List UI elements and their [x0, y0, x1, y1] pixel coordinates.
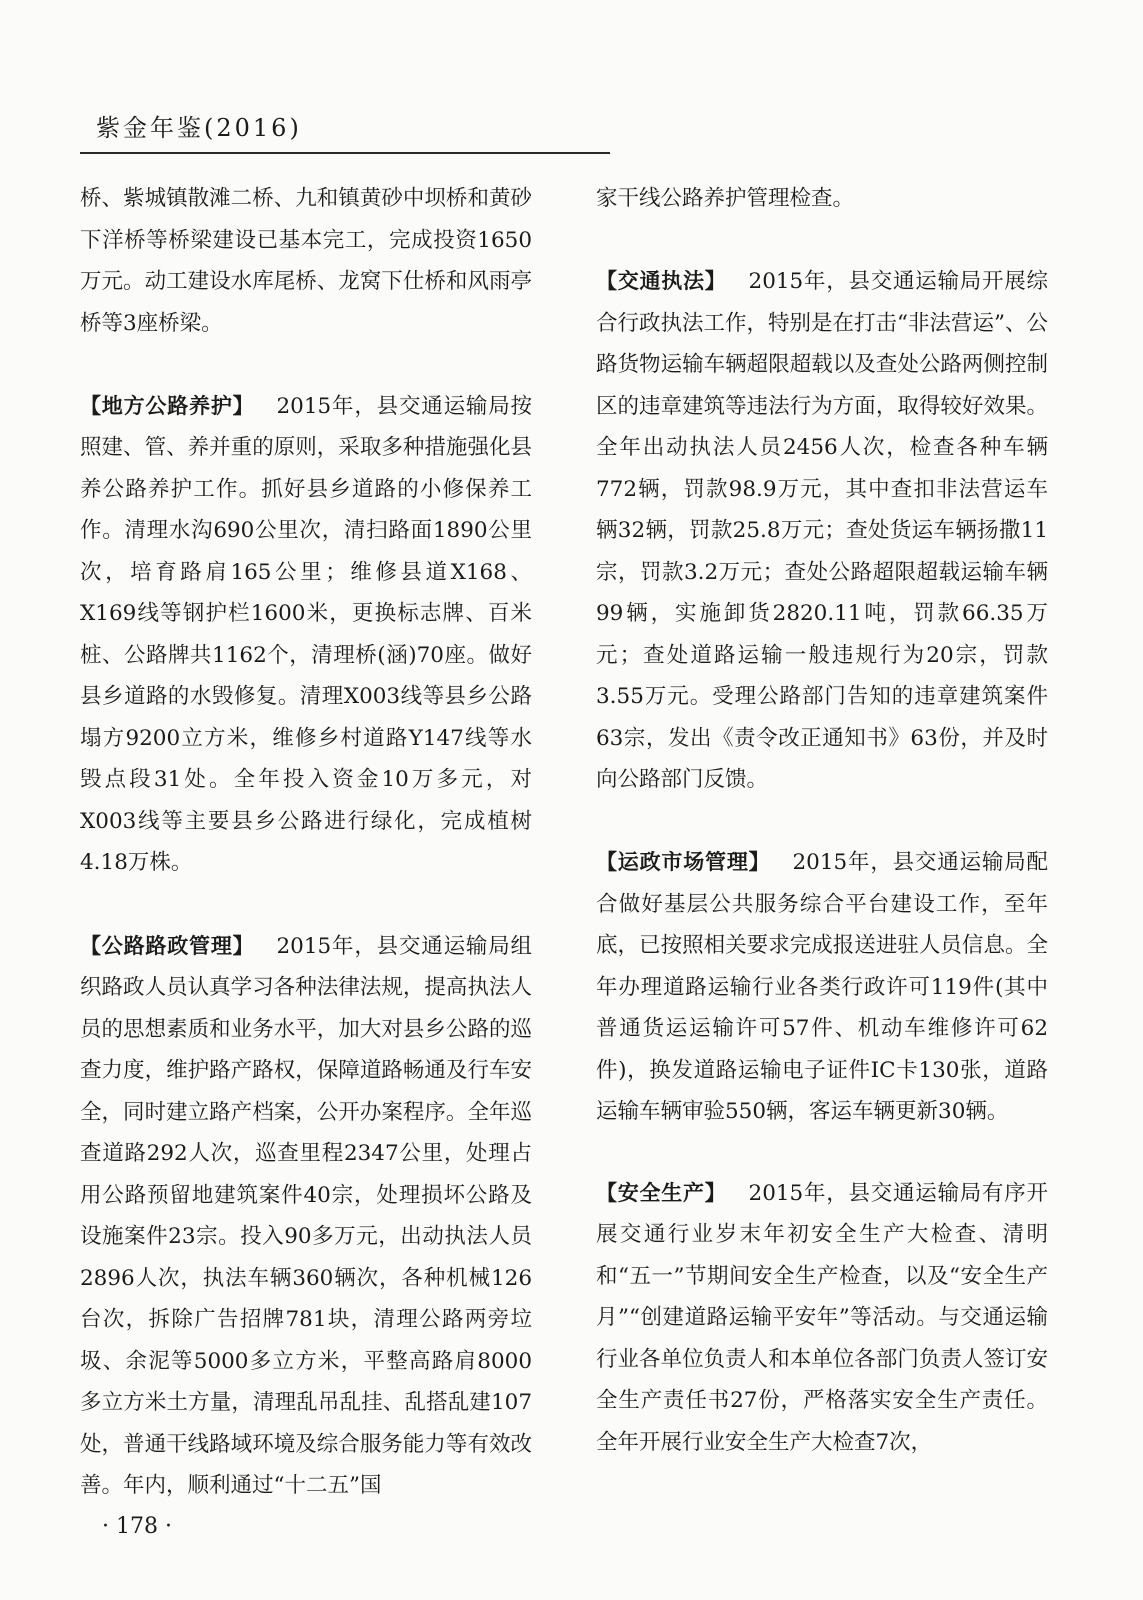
- paragraph-bridges: [80, 178, 532, 344]
- section-text: 2015年，县交通运输局开展综合行政执法工作，特别是在打击“非法营运”、公路货物运输车辆超限超载以及查处公路两侧控制区的违章建筑等违法行为方面，取得较好效果。全年出动执法人员2456人次，检查各种车辆772辆，罚款98.9万元，其中查扣非法营运车辆32辆，罚款25.8万元；查处货运车辆扬撒11宗，罚款3.2万元；查处公路超限超载运输车辆99辆，实施卸货2820.11吨，罚款66.35万元；查处道路运输一般违规行为20宗，罚款3.55万元。受理公路部门告知的违章建筑案件63宗，发出《责令改正通知书》63份，并及时向公路部门反馈。: [596, 269, 1049, 792]
- section-heading: 【交通执法】: [596, 269, 727, 293]
- section-text: 2015年，县交通运输局组织路政人员认真学习各种法律法规，提高执法人员的思想素质和业务水平，加大对县乡公路的巡查力度，维护路产路权，保障道路畅通及行车安全，同时建立路产档案，公开办案程序。全年巡查道路292人次，巡查里程2347公里，处理占用公路预留地建筑案件40宗，处理损坏公路及设施案件23宗。投入90多万元，出动执法人员2896人次，执法车辆360辆次，各种机械126台次，拆除广告招牌781块，清理公路两旁垃圾、余泥等5000多立方米，平整高路肩8000多立方米土方量，清理乱吊乱挂、乱搭乱建107处，普通干线路域环境及综合服务能力等有效改善。年内，顺利通过“十二五”国: [80, 933, 533, 1498]
- section-road-administration: [80, 926, 532, 1507]
- paragraph-text: 桥、紫城镇散滩二桥、九和镇黄砂中坝桥和黄砂下洋桥等桥梁建设已基本完工，完成投资1650万元。动工建设水库尾桥、龙窝下仕桥和风雨亭桥等3座桥梁。: [80, 186, 532, 336]
- section-safety-production: [596, 1173, 1048, 1464]
- section-heading: 【安全生产】: [596, 1180, 727, 1205]
- paragraph-continued: [596, 178, 1048, 220]
- page-number: · 178 ·: [102, 1514, 172, 1539]
- section-road-maintenance: [80, 386, 532, 884]
- running-head: 紫金年鉴(2016): [96, 114, 302, 142]
- section-heading: 【公路路政管理】: [80, 933, 255, 958]
- section-heading: 【地方公路养护】: [80, 393, 255, 418]
- left-column: [80, 178, 532, 1507]
- section-heading: 【运政市场管理】: [596, 850, 771, 874]
- header-rule: [80, 152, 610, 154]
- section-traffic-enforcement: [596, 261, 1048, 801]
- right-column: [596, 178, 1048, 1463]
- section-transport-market: [596, 842, 1048, 1133]
- paragraph-text: 家干线公路养护管理检查。: [596, 186, 855, 211]
- section-text: 2015年，县交通运输局按照建、管、养并重的原则，采取多种措施强化县养公路养护工作。抓好县乡道路的小修保养工作。清理水沟690公里次，清扫路面1890公里次，培育路肩165公里；维修县道X168、X169线等钢护栏1600米，更换标志牌、百米桩、公路牌共1162个，清理桥(涵)70座。做好县乡道路的水毁修复。清理X003线等县乡公路塌方9200立方米，维修乡村道路Y147线等水毁点段31处。全年投入资金10万多元，对X003线等主要县乡公路进行绿化，完成植树4.18万株。: [80, 393, 533, 875]
- section-text: 2015年，县交通运输局配合做好基层公共服务综合平台建设工作，至年底，已按照相关要求完成报送进驻人员信息。全年办理道路运输行业各类行政许可119件(其中普通货运运输许可57件、机动车维修许可62件)，换发道路运输电子证件IC卡130张，道路运输车辆审验550辆，客运车辆更新30辆。: [596, 850, 1049, 1124]
- section-text: 2015年，县交通运输局有序开展交通行业岁末年初安全生产大检查、清明和“五一”节期间安全生产检查，以及“安全生产月”“创建道路运输平安年”等活动。与交通运输行业各单位负责人和本单位各部门负责人签订安全生产责任书27份，严格落实安全生产责任。全年开展行业安全生产大检查7次，: [596, 1180, 1049, 1455]
